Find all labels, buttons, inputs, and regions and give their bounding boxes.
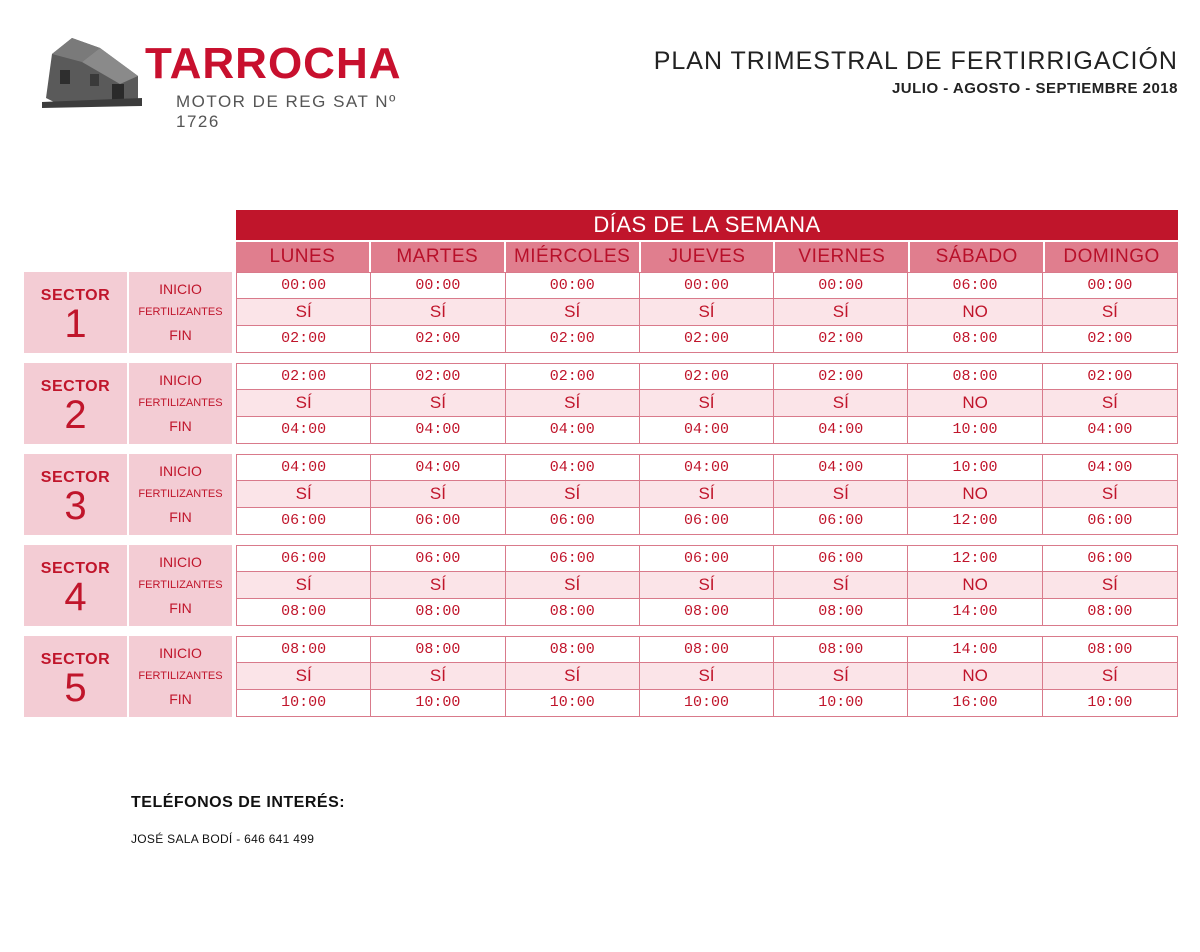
end-time-cell: 10:00 bbox=[371, 690, 505, 716]
end-time-cell: 02:00 bbox=[774, 326, 908, 352]
fertilizer-cell: SÍ bbox=[506, 663, 640, 689]
end-time-cell: 08:00 bbox=[640, 599, 774, 625]
sector-label bbox=[24, 454, 127, 535]
end-label: FIN bbox=[169, 691, 192, 707]
sector-word: SECTOR bbox=[40, 469, 111, 486]
row-labels bbox=[129, 636, 232, 717]
start-time-cell: 08:00 bbox=[1043, 637, 1177, 663]
start-time-cell: 02:00 bbox=[640, 364, 774, 390]
fertilizers-label: FERTILIZANTES bbox=[138, 670, 223, 682]
fertilizer-cell: NO bbox=[908, 299, 1042, 325]
fertilizer-cell: SÍ bbox=[640, 663, 774, 689]
start-time-cell: 04:00 bbox=[371, 455, 505, 481]
start-label: INICIO bbox=[159, 281, 202, 297]
start-time-cell: 04:00 bbox=[774, 455, 908, 481]
start-label: INICIO bbox=[159, 645, 202, 661]
end-time-cell: 06:00 bbox=[774, 508, 908, 534]
sector-word: SECTOR bbox=[40, 560, 111, 577]
start-time-cell: 02:00 bbox=[1043, 364, 1177, 390]
start-time-cell: 00:00 bbox=[506, 273, 640, 299]
end-time-cell: 12:00 bbox=[908, 508, 1042, 534]
end-time-cell: 04:00 bbox=[1043, 417, 1177, 443]
days-row bbox=[236, 242, 1178, 272]
end-time-cell: 16:00 bbox=[908, 690, 1042, 716]
end-label: FIN bbox=[169, 418, 192, 434]
fertilizer-cell: SÍ bbox=[774, 299, 908, 325]
sector-block bbox=[24, 454, 1178, 535]
fertilizer-cell: NO bbox=[908, 390, 1042, 416]
fertilizer-cell: NO bbox=[908, 481, 1042, 507]
fertilizer-cell: SÍ bbox=[371, 299, 505, 325]
start-label: INICIO bbox=[159, 554, 202, 570]
start-time-cell: 04:00 bbox=[506, 455, 640, 481]
contact-entry: JOSÉ SALA BODÍ - 646 641 499 bbox=[131, 832, 315, 846]
end-time-cell: 06:00 bbox=[640, 508, 774, 534]
fertilizer-cell: NO bbox=[908, 663, 1042, 689]
start-time-cell: 08:00 bbox=[774, 637, 908, 663]
start-time-cell: 08:00 bbox=[371, 637, 505, 663]
fertilizer-cell: SÍ bbox=[774, 390, 908, 416]
fertilizer-cell: SÍ bbox=[506, 299, 640, 325]
sector-number: 1 bbox=[64, 302, 87, 346]
row-labels bbox=[129, 545, 232, 626]
end-time-cell: 10:00 bbox=[640, 690, 774, 716]
end-time-cell: 04:00 bbox=[237, 417, 371, 443]
day-header: MIÉRCOLES bbox=[506, 242, 639, 272]
start-time-cell: 06:00 bbox=[237, 546, 371, 572]
fertilizer-cell: SÍ bbox=[1043, 572, 1177, 598]
sector-label bbox=[24, 636, 127, 717]
start-time-cell: 00:00 bbox=[237, 273, 371, 299]
end-time-cell: 06:00 bbox=[506, 508, 640, 534]
sector-number: 4 bbox=[64, 575, 87, 619]
end-time-cell: 02:00 bbox=[371, 326, 505, 352]
end-time-cell: 10:00 bbox=[1043, 690, 1177, 716]
fertilizer-cell: SÍ bbox=[371, 390, 505, 416]
start-time-cell: 04:00 bbox=[640, 455, 774, 481]
fertilizers-label: FERTILIZANTES bbox=[138, 579, 223, 591]
end-time-cell: 08:00 bbox=[506, 599, 640, 625]
row-labels bbox=[129, 363, 232, 444]
fertilizer-cell: SÍ bbox=[774, 481, 908, 507]
end-time-cell: 08:00 bbox=[237, 599, 371, 625]
start-time-cell: 06:00 bbox=[506, 546, 640, 572]
end-time-cell: 08:00 bbox=[371, 599, 505, 625]
fertilizer-cell: SÍ bbox=[371, 663, 505, 689]
fertilizer-cell: SÍ bbox=[1043, 390, 1177, 416]
sector-word: SECTOR bbox=[40, 651, 111, 668]
end-time-cell: 06:00 bbox=[371, 508, 505, 534]
phones-title: TELÉFONOS DE INTERÉS: bbox=[131, 794, 346, 811]
end-time-cell: 10:00 bbox=[774, 690, 908, 716]
start-time-cell: 08:00 bbox=[908, 364, 1042, 390]
sector-grid bbox=[236, 454, 1178, 535]
sector-label bbox=[24, 363, 127, 444]
brand-name: TARROCHA bbox=[145, 39, 402, 88]
old-stone-house-icon bbox=[42, 36, 142, 108]
sector-word: SECTOR bbox=[40, 287, 111, 304]
end-time-cell: 08:00 bbox=[774, 599, 908, 625]
fertilizer-cell: SÍ bbox=[371, 572, 505, 598]
fertilizer-cell: NO bbox=[908, 572, 1042, 598]
week-header: DÍAS DE LA SEMANA bbox=[236, 210, 1178, 240]
sector-block bbox=[24, 272, 1178, 353]
end-time-cell: 06:00 bbox=[1043, 508, 1177, 534]
start-label: INICIO bbox=[159, 372, 202, 388]
fertilizer-cell: SÍ bbox=[640, 481, 774, 507]
end-time-cell: 10:00 bbox=[506, 690, 640, 716]
row-labels bbox=[129, 272, 232, 353]
fertilizer-cell: SÍ bbox=[506, 572, 640, 598]
day-header: JUEVES bbox=[641, 242, 774, 272]
end-label: FIN bbox=[169, 327, 192, 343]
start-time-cell: 00:00 bbox=[371, 273, 505, 299]
fertilizer-cell: SÍ bbox=[371, 481, 505, 507]
end-time-cell: 02:00 bbox=[237, 326, 371, 352]
fertilizer-cell: SÍ bbox=[237, 481, 371, 507]
start-time-cell: 04:00 bbox=[1043, 455, 1177, 481]
fertilizer-cell: SÍ bbox=[506, 481, 640, 507]
end-time-cell: 14:00 bbox=[908, 599, 1042, 625]
fertilizer-cell: SÍ bbox=[640, 572, 774, 598]
start-time-cell: 12:00 bbox=[908, 546, 1042, 572]
fertilizer-cell: SÍ bbox=[1043, 299, 1177, 325]
sector-block bbox=[24, 363, 1178, 444]
start-time-cell: 06:00 bbox=[774, 546, 908, 572]
start-time-cell: 08:00 bbox=[640, 637, 774, 663]
row-labels bbox=[129, 454, 232, 535]
start-time-cell: 02:00 bbox=[237, 364, 371, 390]
sector-number: 3 bbox=[64, 484, 87, 528]
fertilizers-label: FERTILIZANTES bbox=[138, 488, 223, 500]
end-time-cell: 02:00 bbox=[640, 326, 774, 352]
fertilizers-label: FERTILIZANTES bbox=[138, 306, 223, 318]
end-time-cell: 06:00 bbox=[237, 508, 371, 534]
start-label: INICIO bbox=[159, 463, 202, 479]
day-header: LUNES bbox=[236, 242, 369, 272]
start-time-cell: 06:00 bbox=[371, 546, 505, 572]
start-time-cell: 02:00 bbox=[371, 364, 505, 390]
day-header: DOMINGO bbox=[1045, 242, 1178, 272]
day-header: SÁBADO bbox=[910, 242, 1043, 272]
fertilizer-cell: SÍ bbox=[774, 572, 908, 598]
end-time-cell: 10:00 bbox=[237, 690, 371, 716]
start-time-cell: 08:00 bbox=[506, 637, 640, 663]
fertilizer-cell: SÍ bbox=[1043, 481, 1177, 507]
start-time-cell: 04:00 bbox=[237, 455, 371, 481]
fertilizer-cell: SÍ bbox=[774, 663, 908, 689]
sector-number: 5 bbox=[64, 666, 87, 710]
start-time-cell: 00:00 bbox=[640, 273, 774, 299]
end-time-cell: 02:00 bbox=[506, 326, 640, 352]
fertilizers-label: FERTILIZANTES bbox=[138, 397, 223, 409]
fertilizer-cell: SÍ bbox=[237, 663, 371, 689]
fertilizer-cell: SÍ bbox=[506, 390, 640, 416]
document-title: PLAN TRIMESTRAL DE FERTIRRIGACIÓN bbox=[653, 47, 1178, 75]
fertilizer-cell: SÍ bbox=[237, 390, 371, 416]
start-time-cell: 00:00 bbox=[774, 273, 908, 299]
start-time-cell: 06:00 bbox=[1043, 546, 1177, 572]
sector-grid bbox=[236, 363, 1178, 444]
start-time-cell: 06:00 bbox=[908, 273, 1042, 299]
sector-label bbox=[24, 545, 127, 626]
fertilizer-cell: SÍ bbox=[640, 390, 774, 416]
sector-grid bbox=[236, 636, 1178, 717]
end-label: FIN bbox=[169, 600, 192, 616]
end-time-cell: 08:00 bbox=[908, 326, 1042, 352]
sector-grid bbox=[236, 272, 1178, 353]
end-time-cell: 10:00 bbox=[908, 417, 1042, 443]
end-label: FIN bbox=[169, 509, 192, 525]
sector-block bbox=[24, 636, 1178, 717]
start-time-cell: 00:00 bbox=[1043, 273, 1177, 299]
fertilizer-cell: SÍ bbox=[237, 299, 371, 325]
fertilizer-cell: SÍ bbox=[237, 572, 371, 598]
document-subtitle: JULIO - AGOSTO - SEPTIEMBRE 2018 bbox=[891, 80, 1178, 97]
end-time-cell: 02:00 bbox=[1043, 326, 1177, 352]
day-header: VIERNES bbox=[775, 242, 908, 272]
sector-grid bbox=[236, 545, 1178, 626]
logo bbox=[42, 36, 412, 131]
start-time-cell: 08:00 bbox=[237, 637, 371, 663]
end-time-cell: 04:00 bbox=[640, 417, 774, 443]
start-time-cell: 02:00 bbox=[506, 364, 640, 390]
sector-number: 2 bbox=[64, 393, 87, 437]
sector-block bbox=[24, 545, 1178, 626]
start-time-cell: 14:00 bbox=[908, 637, 1042, 663]
day-header: MARTES bbox=[371, 242, 504, 272]
end-time-cell: 08:00 bbox=[1043, 599, 1177, 625]
start-time-cell: 02:00 bbox=[774, 364, 908, 390]
sector-label bbox=[24, 272, 127, 353]
start-time-cell: 06:00 bbox=[640, 546, 774, 572]
brand-subtitle: MOTOR DE REG SAT Nº 1726 bbox=[176, 92, 397, 131]
end-time-cell: 04:00 bbox=[774, 417, 908, 443]
start-time-cell: 10:00 bbox=[908, 455, 1042, 481]
fertilizer-cell: SÍ bbox=[640, 299, 774, 325]
sector-word: SECTOR bbox=[40, 378, 111, 395]
end-time-cell: 04:00 bbox=[506, 417, 640, 443]
fertilizer-cell: SÍ bbox=[1043, 663, 1177, 689]
end-time-cell: 04:00 bbox=[371, 417, 505, 443]
